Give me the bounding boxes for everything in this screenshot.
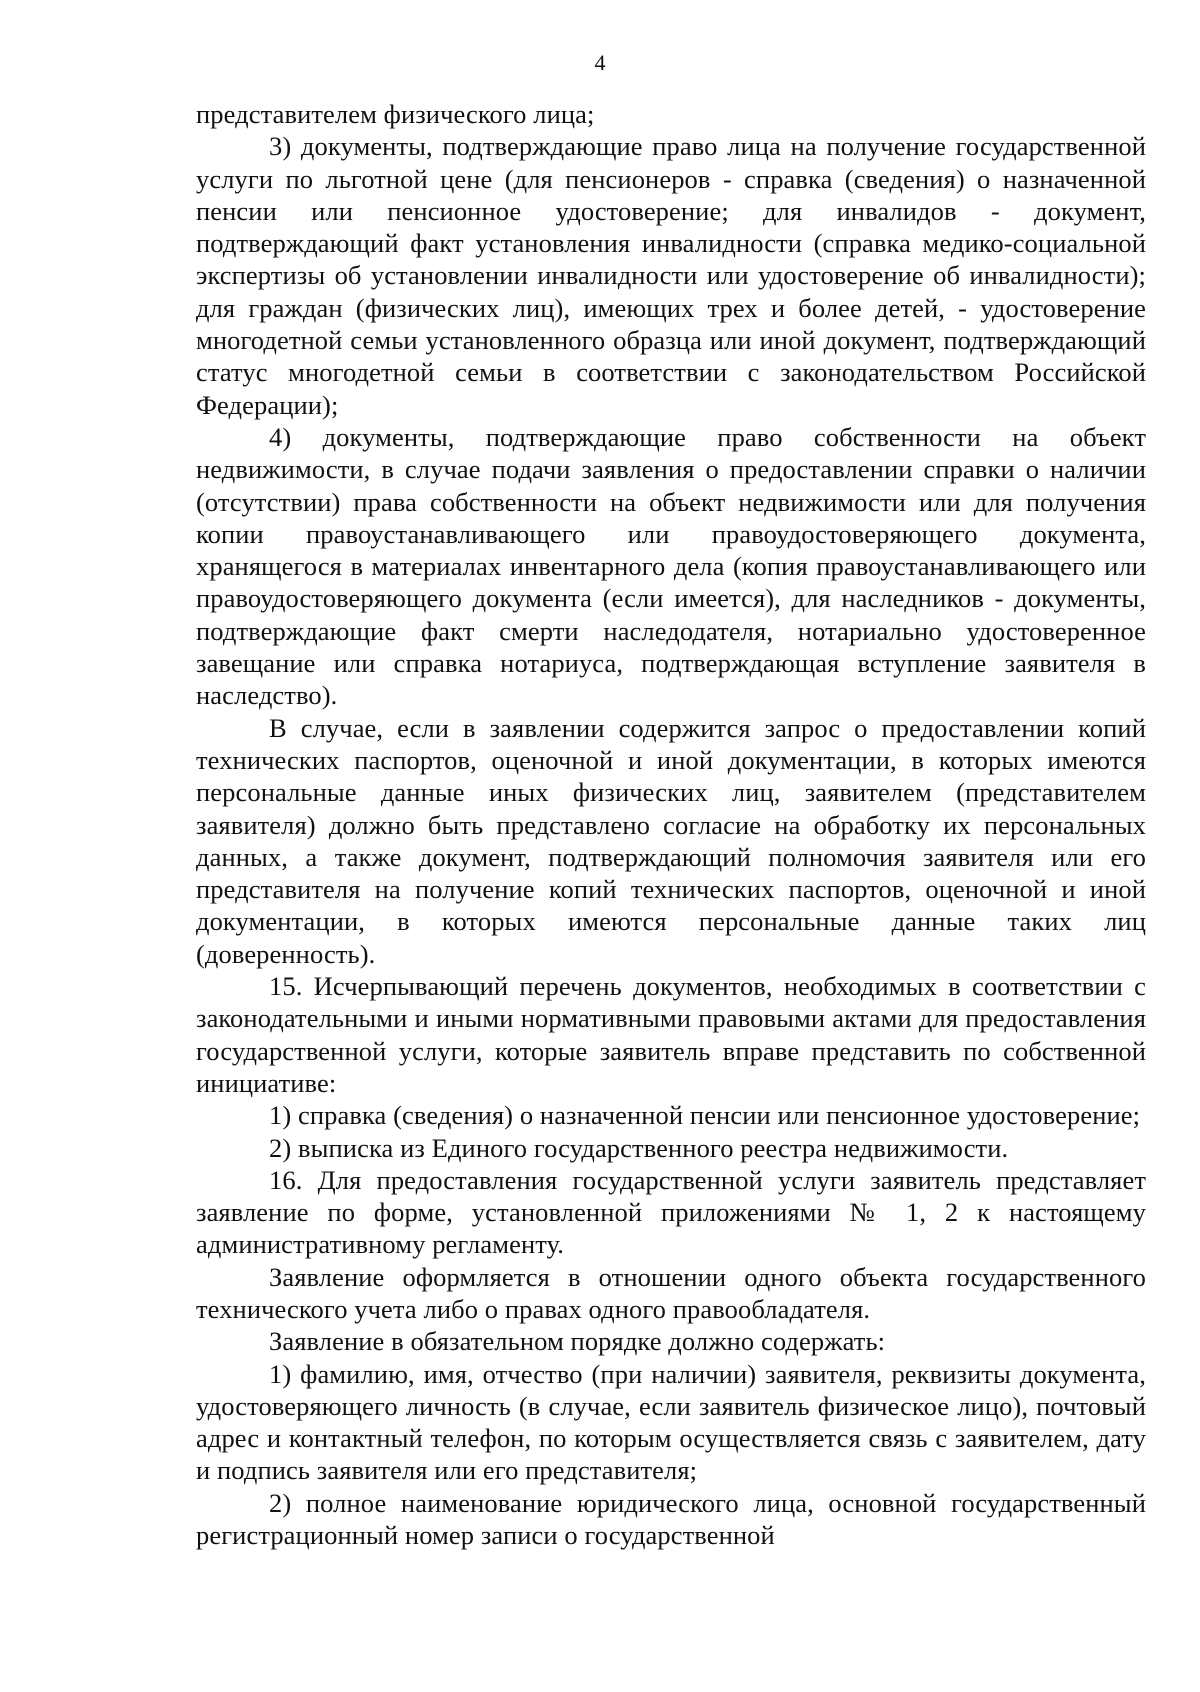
paragraph-clause-16: 16. Для предоставления государственной услуги заявитель представляет заявление по форме, установленной приложениями № 1, 2 к настоящему административному регламенту. xyxy=(196,1164,1146,1260)
paragraph-continuation: представителем физического лица; xyxy=(196,99,595,129)
paragraph-item-4-ownership-documents: 4) документы, подтверждающие право собственности на объект недвижимости, в случае подачи заявления о предоставлении справки о наличии (отсутствии) права собственности на объект недвижимости или для получения копии правоустанавливающего или правоудостоверяющего документа, хранящегося в материалах инвентарного дела (копия правоустанавливающего или правоудостоверяющего документа (если имеется), для наследников - документы, подтверждающие факт смерти наследодателя, нотариально удостоверенное завещание или справка нотариуса, подтверждающая вступление заявителя в наследство). xyxy=(196,421,1146,711)
paragraph-application-scope: Заявление оформляется в отношении одного объекта государственного технического учета либо о правах одного правообладателя. xyxy=(196,1261,1146,1324)
paragraph-application-contents: Заявление в обязательном порядке должно содержать: xyxy=(269,1326,886,1357)
paragraph-clause-15-item-2: 2) выписка из Единого государственного реестра недвижимости. xyxy=(269,1132,1009,1163)
paragraph-clause-15: 15. Исчерпывающий перечень документов, необходимых в соответствии с законодательными и иными нормативными правовыми актами для предоставления государственной услуги, которые заявитель вправе представить по собственной инициативе: xyxy=(196,971,1146,1098)
page-number: 4 xyxy=(594,50,606,75)
paragraph-clause-15-item-1: 1) справка (сведения) о назначенной пенсии или пенсионное удостоверение; xyxy=(269,1100,1141,1131)
paragraph-contents-item-2: 2) полное наименование юридического лица, основной государственный регистрационный номер записи о государственной xyxy=(196,1487,1146,1551)
paragraph-item-3-documents-preferential-price: 3) документы, подтверждающие право лица на получение государственной услуги по льготной цене (для пенсионеров - справка (сведения) о назначенной пенсии или пенсионное удостоверение; для инвалидов - документ, подтверждающий факт установления инвалидности (справка медико-социальной экспертизы об установлении инвалидности или удостоверение об инвалидности); для граждан (физических лиц), имеющих трех и более детей, - удостоверение многодетной семьи установленного образца или иной документ, подтверждающий статус многодетной семьи в соответствии с законодательством Российской Федерации); xyxy=(196,131,1146,420)
paragraph-contents-item-1: 1) фамилию, имя, отчество (при наличии) заявителя, реквизиты документа, удостоверяющего личность (в случае, если заявитель физическое лицо), почтовый адрес и контактный телефон, по которым осуществляется связь с заявителем, дату и подпись заявителя или его представителя; xyxy=(196,1358,1146,1486)
document-body xyxy=(196,98,1146,1551)
paragraph-personal-data-consent: В случае, если в заявлении содержится запрос о предоставлении копий технических паспортов, оценочной и иной документации, в которых имеются персональные данные иных физических лиц, заявителем (представителем заявителя) должно быть представлено согласие на обработку их персональных данных, а также документ, подтверждающий полномочия заявителя или его представителя на получение копий технических паспортов, оценочной и иной документации, в которых имеются персональные данные таких лиц (доверенность). xyxy=(196,712,1146,969)
